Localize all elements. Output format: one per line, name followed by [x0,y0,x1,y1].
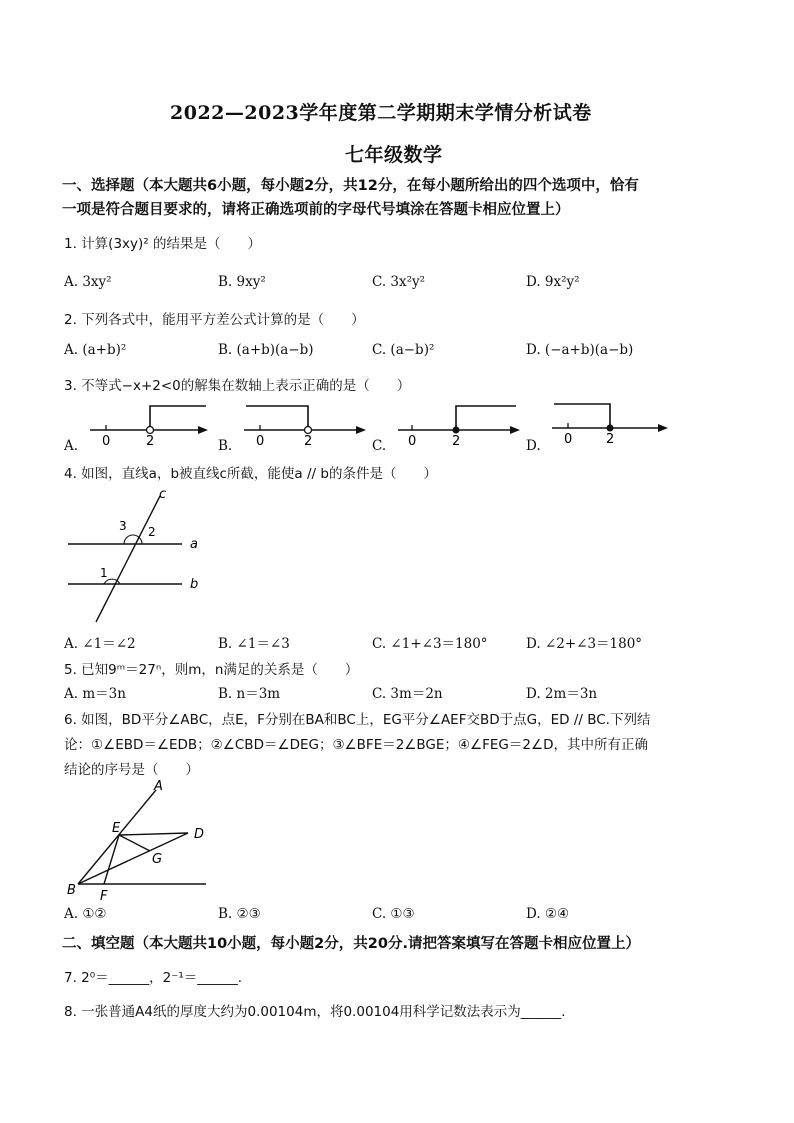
label-E: E [112,821,121,836]
line-ef [104,835,119,884]
question-3-option-a-letter: A. [64,438,79,454]
label-angle-3: 3 [119,519,127,533]
question-1-stem: 1. 计算(3xy)² 的结果是（ ） [64,236,261,252]
number-line-option-b [238,398,372,448]
line-ed [119,833,188,835]
question-6-option-c: C. ①③ [372,906,415,922]
tick-label-2: 2 [304,434,313,448]
label-c: c [159,487,167,502]
question-6-option-a: A. ①② [64,906,107,922]
number-line-option-d [546,396,674,446]
question-6-figure [64,778,214,904]
tick-label-0: 0 [256,434,265,448]
section-1-heading-line2: 一项是符合题目要求的，请将正确选项前的字母代号填涂在答题卡相应位置上） [62,202,570,218]
question-4-option-d: D. ∠2+∠3＝180° [526,636,643,652]
line-ba [78,790,156,884]
question-5-option-d: D. 2m＝3n [526,686,598,702]
section-2-heading: 二、填空题（本大题共10小题，每小题2分，共20分.请把答案填写在答题卡相应位置上） [62,936,640,952]
question-5-option-a: A. m＝3n [64,686,126,702]
question-2-option-b: B. (a+b)(a−b) [218,342,314,358]
tick-label-2: 2 [606,432,615,446]
page-subtitle: 七年级数学 [345,144,443,166]
line-c [96,496,160,622]
number-line-option-c [392,398,526,448]
question-3-option-b-letter: B. [218,438,233,454]
question-2-option-d: D. (−a+b)(a−b) [526,342,634,358]
line-eg [119,835,150,851]
question-8-stem: 8. 一张普通A4纸的厚度大约为0.00104m，将0.00104用科学记数法表示为______. [64,1004,566,1020]
label-b: b [190,577,199,592]
tick-label-2: 2 [452,434,461,448]
question-4-option-c: C. ∠1+∠3＝180° [372,636,488,652]
question-5-option-b: B. n＝3m [218,686,281,702]
question-2-stem: 2. 下列各式中，能用平方差公式计算的是（ ） [64,312,365,328]
question-4-option-b: B. ∠1＝∠3 [218,636,290,652]
tick-label-0: 0 [102,434,111,448]
question-6-option-b: B. ②③ [218,906,261,922]
question-4-figure [64,484,214,624]
tick-label-2: 2 [146,434,155,448]
question-1-option-d: D. 9x²y² [526,274,580,290]
question-5-option-c: C. 3m＝2n [372,686,443,702]
question-1-option-a: A. 3xy² [64,274,112,290]
question-4-stem: 4. 如图，直线a，b被直线c所截，能使a // b的条件是（ ） [64,466,437,482]
question-1-option-b: B. 9xy² [218,274,266,290]
number-line-option-a [84,398,214,448]
question-6-stem-line2: 论：①∠EBD＝∠EDB；②∠CBD＝∠DEG；③∠BFE＝2∠BGE；④∠FEG＝2∠D，其中所有正确 [64,737,648,753]
question-4-option-a: A. ∠1＝∠2 [64,636,136,652]
question-6-option-d: D. ②④ [526,906,570,922]
question-7-stem: 7. 2⁰＝______，2⁻¹＝______. [64,970,243,986]
section-1-heading-line1: 一、选择题（本大题共6小题，每小题2分，共12分，在每小题所给出的四个选项中，恰有 [62,178,639,194]
label-B: B [67,883,76,898]
question-3-stem: 3. 不等式−x+2<0的解集在数轴上表示正确的是（ ） [64,378,411,394]
label-angle-1: 1 [100,566,108,580]
question-3-option-d-letter: D. [526,438,541,454]
tick-label-0: 0 [564,432,573,446]
label-angle-2: 2 [148,525,156,539]
label-G: G [152,852,163,867]
label-F: F [100,889,108,904]
tick-label-0: 0 [408,434,417,448]
question-5-stem: 5. 已知9ᵐ＝27ⁿ，则m，n满足的关系是（ ） [64,662,359,678]
page-title: 2022—2023学年度第二学期期末学情分析试卷 [170,102,592,124]
label-a: a [190,537,198,552]
label-A: A [154,779,163,794]
question-6-stem-line1: 6. 如图，BD平分∠ABC，点E，F分别在BA和BC上，EG平分∠AEF交BD于点G，ED // BC.下列结 [64,712,651,728]
question-3-option-c-letter: C. [372,438,387,454]
question-1-option-c: C. 3x²y² [372,274,426,290]
question-2-option-c: C. (a−b)² [372,342,435,358]
line-bd [78,833,188,884]
question-2-option-a: A. (a+b)² [64,342,127,358]
question-6-stem-line3: 结论的序号是（ ） [64,762,199,778]
label-D: D [194,827,205,842]
